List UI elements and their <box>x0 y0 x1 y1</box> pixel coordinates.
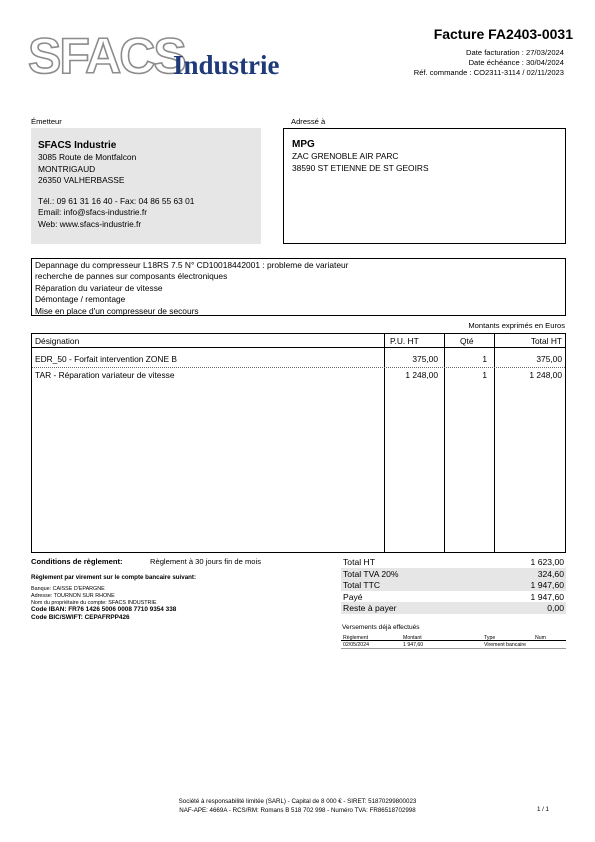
legal-footer <box>0 797 595 815</box>
iban: Code IBAN: FR76 1426 5006 0008 7710 9354 338 <box>31 606 177 614</box>
footer-line1: Société à responsabilité limitée (SARL) - Capital de 8 000 € - SIRET: 51870299800023 <box>178 798 417 805</box>
total-value: 1 623,00 <box>530 557 564 567</box>
total-row <box>341 568 566 580</box>
description-line: Mise en place d'un compresseur de secours <box>35 305 199 316</box>
total-label: Reste à payer <box>343 603 397 613</box>
currency-note: Montants exprimés en Euros <box>468 321 565 330</box>
total-value: 1 947,60 <box>530 591 564 602</box>
emitter-label: Émetteur <box>31 117 62 126</box>
total-row <box>341 556 566 568</box>
header-total: Total HT <box>530 336 562 346</box>
order-reference: Réf. commande : CO2311-3114 / 02/11/2023 <box>413 68 564 78</box>
totals-block <box>341 556 566 614</box>
emitter-email: Email: info@sfacs-industrie.fr <box>38 207 148 218</box>
due-date: Date échéance : 30/04/2024 <box>468 58 564 68</box>
bank-address: Adresse: TOURNON SUR RHONE <box>31 592 115 599</box>
total-value: 1 947,60 <box>530 580 564 590</box>
total-value: 324,60 <box>537 568 564 579</box>
recipient-box <box>283 128 566 244</box>
footer-line2: NAF-APE: 4669A - RCS/RM: Romans B 518 702 998 - Numéro TVA: FR86518702998 <box>179 807 416 814</box>
emitter-address3: 26350 VALHERBASSE <box>38 175 125 186</box>
cell-total: 1 248,00 <box>529 370 562 380</box>
payment-row <box>341 641 566 649</box>
cell-designation: TAR - Réparation variateur de vitesse <box>35 370 175 380</box>
emitter-address1: 3085 Route de Montfalcon <box>38 152 137 162</box>
company-logo <box>28 30 288 82</box>
conditions-value: Règlement à 30 jours fin de mois <box>150 557 262 566</box>
description-line: Depannage du compresseur L18RS 7.5 N° CD10018442001 : probleme de variateur <box>35 260 349 270</box>
total-label: Total TTC <box>343 580 381 590</box>
total-value: 0,00 <box>547 603 564 613</box>
payments-header-montant: Montant <box>403 635 422 641</box>
total-row <box>341 579 566 591</box>
emitter-name: SFACS Industrie <box>38 140 117 151</box>
recipient-address1: ZAC GRENOBLE AIR PARC <box>292 151 399 161</box>
cell-designation: EDR_50 - Forfait intervention ZONE B <box>35 354 177 364</box>
table-row <box>32 368 565 384</box>
invoice-lines-table <box>31 333 566 553</box>
payments-header-num: Num <box>535 635 546 641</box>
bank-name: Banque: CAISSE D'EPARGNE <box>31 586 105 592</box>
total-row <box>341 602 566 614</box>
payments-header-reglement: Règlement <box>343 635 369 641</box>
intervention-description <box>31 258 566 316</box>
description-line: Réparation du variateur de vitesse <box>35 282 163 293</box>
emitter-address2: MONTRIGAUD <box>38 163 96 174</box>
transfer-title: Règlement par virement sur le compte bancaire suivant: <box>31 574 197 581</box>
bic-swift: Code BIC/SWIFT: CEPAFRPP426 <box>31 614 130 622</box>
payment-type: Virement bancaire <box>484 642 527 648</box>
payment-amount: 1 947,60 <box>403 642 424 648</box>
cell-quantity: 1 <box>482 370 487 380</box>
invoice-date: Date facturation : 27/03/2024 <box>466 48 564 57</box>
recipient-name: MPG <box>292 139 315 150</box>
recipient-address2: 38590 ST ETIENNE DE ST GEOIRS <box>292 162 429 173</box>
header-quantity: Qté <box>460 336 474 346</box>
description-line: recherche de pannes sur composants électroniques <box>35 271 228 282</box>
description-line: Démontage / remontage <box>35 294 126 305</box>
invoice-meta <box>414 48 564 79</box>
emitter-web: Web: www.sfacs-industrie.fr <box>38 218 142 229</box>
header-designation: Désignation <box>35 336 80 346</box>
payments-header-type: Type <box>484 635 496 641</box>
conditions-label: Conditions de règlement: <box>31 557 123 566</box>
payment-date: 02/05/2024 <box>343 642 369 648</box>
emitter-box <box>31 128 261 244</box>
total-label: Total HT <box>343 557 375 567</box>
total-label: Payé <box>343 591 363 602</box>
cell-unit-price: 1 248,00 <box>405 370 438 380</box>
cell-unit-price: 375,00 <box>412 354 438 364</box>
total-row <box>341 591 566 603</box>
logo-sfacs-text: SFACS <box>28 28 185 84</box>
table-header <box>32 334 565 348</box>
page-number: 1 / 1 <box>536 806 549 813</box>
cell-quantity: 1 <box>482 354 487 364</box>
payments-table <box>341 634 566 649</box>
header-unit-price: P.U. HT <box>390 336 419 346</box>
table-row <box>32 352 565 368</box>
logo-industrie-text: Industrie <box>173 50 280 80</box>
total-label: Total TVA 20% <box>343 568 399 579</box>
recipient-label: Adressé à <box>291 117 326 126</box>
emitter-phone: Tél.: 09 61 31 16 40 - Fax: 04 86 55 63 01 <box>38 195 195 206</box>
account-owner: Nom du propriétaire du compte: SFACS INDUSTRIE <box>31 599 157 606</box>
cell-total: 375,00 <box>536 354 562 364</box>
payments-header <box>341 634 566 641</box>
payments-title: Versements déjà effectués <box>342 624 420 631</box>
invoice-title: Facture FA2403-0031 <box>433 26 573 42</box>
payment-conditions <box>31 557 331 622</box>
